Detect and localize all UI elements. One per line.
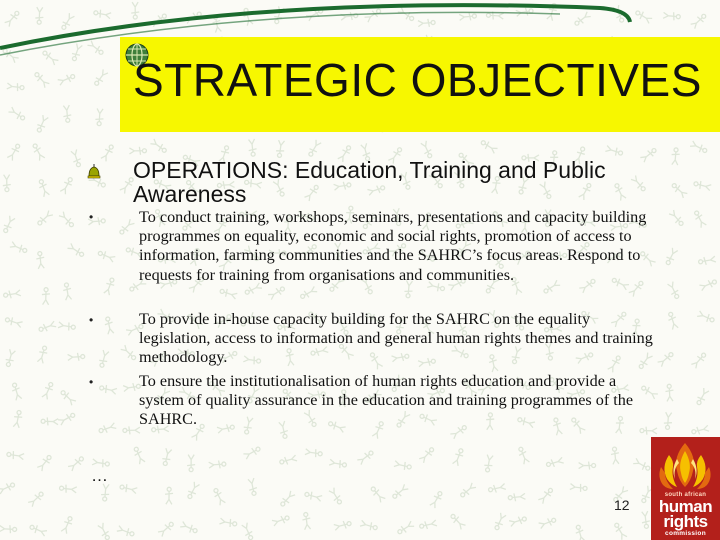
pattern-figure [302, 512, 312, 530]
pattern-figure [59, 484, 77, 494]
pattern-figure [697, 310, 716, 324]
pattern-figure [538, 486, 555, 504]
logo-word-commission: commission [665, 530, 706, 537]
pattern-figure [545, 456, 564, 468]
pattern-figure [36, 345, 49, 364]
pattern-figure [509, 515, 528, 528]
pattern-figure [7, 82, 25, 92]
pattern-figure [35, 115, 49, 134]
logo-word-human: human [658, 497, 713, 516]
bullet-marker-1: • [89, 210, 94, 224]
pattern-figure [247, 478, 258, 496]
pattern-figure [698, 255, 716, 266]
pattern-figure [209, 460, 227, 469]
pattern-figure [119, 483, 137, 495]
pattern-figure [668, 209, 685, 227]
pattern-figure [419, 519, 437, 530]
pattern-figure [36, 251, 46, 269]
pattern-figure [396, 520, 415, 536]
logo-small-text: south african [664, 492, 707, 498]
pattern-figure [391, 484, 409, 501]
pattern-figure [59, 176, 74, 195]
pattern-figure [57, 72, 76, 86]
pattern-figure [150, 138, 168, 155]
pattern-figure [369, 485, 386, 503]
pattern-figure [42, 288, 51, 305]
flame-emblem-icon [651, 437, 720, 495]
pattern-figure [241, 522, 255, 540]
pattern-figure [699, 278, 718, 292]
pattern-figure [99, 384, 117, 396]
objective-paragraph-2: To provide in-house capacity building for the SAHRC on the equality legislation, access to information and general human rights themes and training methodology. [139, 310, 653, 367]
pattern-figure [62, 105, 72, 123]
pattern-figure [279, 454, 297, 466]
bell-bullet-icon [86, 163, 102, 181]
pattern-figure [118, 218, 136, 236]
pattern-figure [248, 139, 258, 157]
pattern-figure [665, 384, 674, 401]
pattern-figure [180, 521, 199, 535]
pattern-figure [95, 108, 104, 125]
page-number: 12 [614, 497, 630, 513]
pattern-figure [268, 285, 287, 301]
pattern-figure [452, 447, 466, 466]
pattern-figure [488, 483, 506, 495]
pattern-figure [0, 481, 16, 495]
pattern-figure [0, 525, 17, 534]
pattern-figure [58, 411, 77, 426]
pattern-figure [187, 455, 195, 472]
pattern-figure [663, 412, 672, 430]
continuation-ellipsis: … [91, 466, 108, 485]
pattern-figure [667, 281, 682, 300]
objective-paragraph-1: To conduct training, workshops, seminars, presentations and capacity building programmes on equality, economic and social rights, promotion of access to information, farming communities and the SAHRC’s focus areas. Respond to requests for training from organisations and communities. [139, 208, 647, 284]
pattern-figure [4, 315, 23, 328]
pattern-figure [516, 446, 530, 465]
pattern-figure [305, 448, 323, 458]
pattern-figure [62, 282, 72, 300]
pattern-figure [304, 490, 323, 502]
pattern-figure [570, 483, 588, 493]
pattern-figure [103, 316, 114, 334]
pattern-figure [449, 512, 466, 530]
pattern-figure [27, 490, 45, 508]
pattern-figure [59, 388, 77, 406]
pattern-figure [161, 448, 173, 466]
slide-title: STRATEGIC OBJECTIVES [133, 54, 702, 106]
pattern-figure [328, 487, 344, 506]
pattern-figure [58, 321, 76, 332]
pattern-figure [129, 147, 146, 155]
pattern-figure [100, 143, 116, 162]
logo-word-rights: rights [663, 512, 708, 531]
pattern-figure [58, 211, 75, 229]
objective-paragraph-3: To ensure the institutionalisation of human rights education and provide a system of quality assurance in the education and training programmes of the SAHRC. [139, 372, 634, 429]
pattern-figure [97, 522, 112, 540]
pattern-figure [633, 457, 652, 472]
pattern-figure [157, 520, 175, 537]
pattern-figure [579, 462, 596, 470]
bullet-marker-3: • [89, 375, 94, 389]
pattern-figure [664, 247, 679, 266]
pattern-figure [6, 142, 22, 161]
pattern-figure [272, 514, 291, 527]
pattern-figure [508, 492, 526, 502]
pattern-figure [329, 458, 347, 469]
pattern-figure [279, 490, 296, 508]
pattern-figure [70, 149, 83, 168]
pattern-figure [219, 287, 238, 300]
pattern-figure [666, 311, 679, 330]
pattern-figure [29, 523, 48, 537]
pattern-figure [98, 422, 117, 435]
pattern-figure [37, 178, 50, 197]
sahrc-logo [651, 437, 720, 540]
pattern-figure [429, 490, 444, 509]
pattern-figure [691, 351, 708, 369]
pattern-figure [103, 277, 117, 296]
pattern-figure [165, 487, 173, 504]
pattern-figure [3, 289, 21, 300]
pattern-figure [12, 410, 23, 428]
pattern-figure [101, 484, 111, 502]
pattern-figure [33, 70, 50, 88]
pattern-figure [693, 179, 711, 191]
pattern-figure [1, 215, 16, 234]
pattern-figure [275, 140, 285, 158]
pattern-figure [479, 138, 498, 154]
pattern-figure [493, 512, 507, 531]
pattern-figure [67, 455, 85, 472]
pattern-figure [243, 445, 262, 460]
pattern-figure [612, 522, 628, 540]
pattern-figure [360, 519, 379, 532]
pattern-figure [8, 106, 27, 122]
pattern-figure [60, 515, 74, 534]
pattern-figure [120, 344, 138, 362]
pattern-figure [123, 426, 140, 434]
pattern-figure [41, 417, 58, 425]
pattern-figure [116, 525, 135, 539]
pattern-figure [306, 139, 322, 158]
pattern-figure [67, 243, 86, 259]
pattern-figure [36, 453, 53, 471]
pattern-figure [132, 446, 146, 465]
pattern-figure [36, 210, 54, 227]
pattern-figure [574, 524, 586, 540]
pattern-figure [357, 449, 375, 466]
pattern-figure [299, 286, 318, 301]
pattern-figure [92, 69, 108, 87]
pattern-figure [4, 349, 16, 368]
pattern-figure [483, 454, 494, 472]
bullet-marker-2: • [89, 313, 94, 327]
pattern-figure [31, 142, 46, 161]
pattern-figure [98, 350, 110, 369]
pattern-figure [219, 517, 237, 528]
pattern-figure [41, 381, 55, 400]
pattern-figure [212, 487, 227, 506]
pattern-figure [610, 447, 620, 465]
pattern-figure [641, 511, 651, 529]
pattern-figure [691, 424, 709, 436]
pattern-figure [97, 249, 116, 263]
section-heading: OPERATIONS: Education, Training and Public Awareness [133, 157, 606, 207]
pattern-figure [10, 382, 23, 401]
pattern-figure [68, 352, 85, 361]
pattern-figure [418, 446, 435, 464]
pattern-figure [38, 320, 57, 333]
pattern-figure [605, 145, 624, 158]
pattern-figure [334, 519, 352, 531]
pattern-figure [9, 241, 28, 255]
pattern-figure [690, 140, 709, 155]
pattern-figure [185, 481, 200, 500]
pattern-figure [3, 175, 11, 192]
pattern-figure [538, 516, 557, 530]
pattern-figure [459, 482, 477, 499]
pattern-figure [695, 388, 710, 407]
pattern-figure [394, 460, 412, 472]
pattern-figure [692, 209, 707, 228]
pattern-figure [6, 450, 24, 460]
